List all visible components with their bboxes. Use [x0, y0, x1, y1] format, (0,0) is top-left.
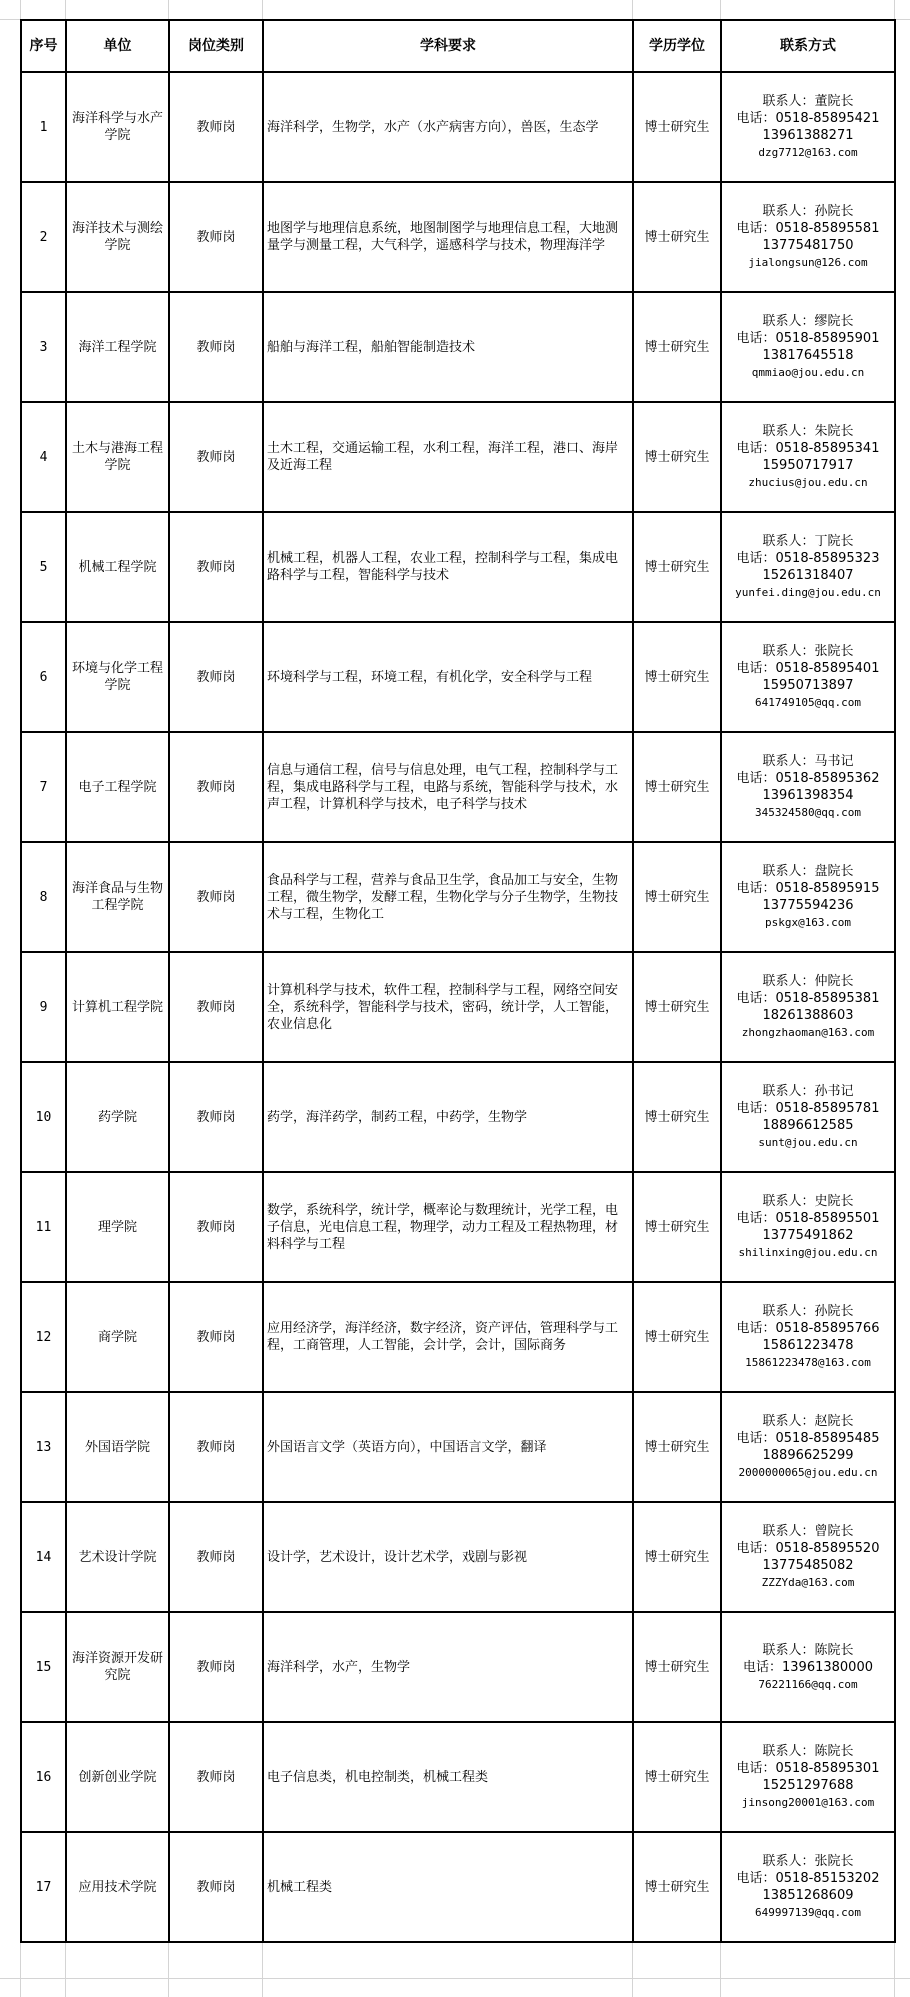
contact-email: qmmiao@jou.edu.cn — [751, 366, 865, 379]
cell-contact[interactable] — [721, 1392, 895, 1502]
cell-subject[interactable]: 信息与通信工程，信号与信息处理，电气工程，控制科学与工程，集成电路科学与工程，电路与系统，智能科学与技术，水声工程，计算机科学与技术，电子科学与技术 — [263, 732, 633, 842]
cell-no[interactable]: 12 — [21, 1282, 66, 1392]
contact-email: zhucius@jou.edu.cn — [748, 476, 868, 489]
cell-degree[interactable]: 博士研究生 — [633, 1832, 721, 1942]
cell-post-type[interactable]: 教师岗 — [169, 292, 263, 402]
table-row — [21, 1282, 895, 1392]
contact-email: zhongzhaoman@163.com — [741, 1026, 875, 1039]
cell-degree[interactable]: 博士研究生 — [633, 292, 721, 402]
contact-person: 联系人：董院长 — [762, 94, 854, 109]
cell-no[interactable]: 17 — [21, 1832, 66, 1942]
cell-post-type[interactable]: 教师岗 — [169, 952, 263, 1062]
cell-subject[interactable]: 土木工程，交通运输工程，水利工程，海洋工程，港口、海岸及近海工程 — [263, 402, 633, 512]
cell-subject[interactable]: 设计学，艺术设计，设计艺术学，戏剧与影视 — [263, 1502, 633, 1612]
contact-email: 76221166@qq.com — [758, 1677, 858, 1691]
cell-post-type[interactable]: 教师岗 — [169, 512, 263, 622]
table-row — [21, 622, 895, 732]
cell-contact[interactable] — [721, 1832, 895, 1942]
cell-unit[interactable]: 外国语学院 — [66, 1392, 169, 1502]
cell-contact[interactable] — [721, 1722, 895, 1832]
table-body — [21, 72, 895, 1942]
cell-subject[interactable]: 电子信息类，机电控制类，机械工程类 — [263, 1722, 633, 1832]
cell-subject[interactable]: 外国语言文学（英语方向），中国语言文学，翻译 — [263, 1392, 633, 1502]
cell-degree[interactable]: 博士研究生 — [633, 732, 721, 842]
contact-mobile: 18261388603 — [762, 1008, 854, 1023]
contact-person: 联系人：曾院长 — [762, 1524, 854, 1539]
contact-email: 641749105@qq.com — [755, 696, 861, 709]
contact-mobile: 18896625299 — [762, 1448, 854, 1463]
contact-mobile: 15251297688 — [762, 1778, 854, 1793]
contact-phone: 电话：0518-85895401 — [736, 661, 880, 676]
cell-unit[interactable]: 机械工程学院 — [66, 512, 169, 622]
table-row — [21, 72, 895, 182]
cell-subject[interactable]: 食品科学与工程，营养与食品卫生学，食品加工与安全，生物工程，微生物学，发酵工程，生物化学与分子生物学，生物技术与工程，生物化工 — [263, 842, 633, 952]
cell-post-type[interactable]: 教师岗 — [169, 72, 263, 182]
contact-email: sunt@jou.edu.cn — [758, 1136, 858, 1149]
cell-no[interactable]: 8 — [21, 842, 66, 952]
cell-no[interactable]: 3 — [21, 292, 66, 402]
cell-subject[interactable]: 机械工程，机器人工程，农业工程，控制科学与工程，集成电路科学与工程，智能科学与技术 — [263, 512, 633, 622]
cell-subject[interactable]: 计算机科学与技术，软件工程，控制科学与工程，网络空间安全，系统科学，智能科学与技术，密码，统计学，人工智能，农业信息化 — [263, 952, 633, 1062]
cell-post-type[interactable]: 教师岗 — [169, 1722, 263, 1832]
cell-degree[interactable]: 博士研究生 — [633, 622, 721, 732]
cell-degree[interactable]: 博士研究生 — [633, 952, 721, 1062]
cell-unit[interactable]: 海洋技术与测绘学院 — [66, 182, 169, 292]
cell-contact[interactable] — [721, 1282, 895, 1392]
cell-post-type[interactable]: 教师岗 — [169, 1282, 263, 1392]
table-row — [21, 1172, 895, 1282]
cell-no[interactable]: 11 — [21, 1172, 66, 1282]
contact-email: pskgx@163.com — [764, 916, 852, 929]
table-row — [21, 1722, 895, 1832]
contact-mobile: 15950717917 — [762, 458, 854, 473]
contact-person: 联系人：孙书记 — [762, 1084, 854, 1099]
cell-post-type[interactable]: 教师岗 — [169, 1062, 263, 1172]
cell-subject[interactable]: 数学，系统科学，统计学，概率论与数理统计，光学工程，电子信息，光电信息工程，物理学，动力工程及工程热物理，材料科学与工程 — [263, 1172, 633, 1282]
cell-contact[interactable] — [721, 1062, 895, 1172]
cell-post-type[interactable]: 教师岗 — [169, 1832, 263, 1942]
cell-unit[interactable]: 商学院 — [66, 1282, 169, 1392]
header-post-type[interactable]: 岗位类别 — [169, 20, 263, 72]
cell-post-type[interactable]: 教师岗 — [169, 732, 263, 842]
cell-unit[interactable]: 环境与化学工程学院 — [66, 622, 169, 732]
contact-phone: 电话：0518-85895520 — [736, 1541, 880, 1556]
table-row — [21, 182, 895, 292]
contact-phone: 电话：0518-85895362 — [736, 771, 880, 786]
cell-subject[interactable]: 船舶与海洋工程，船舶智能制造技术 — [263, 292, 633, 402]
contact-mobile: 15861223478 — [762, 1338, 854, 1353]
contact-person: 联系人：仲院长 — [762, 974, 854, 989]
contact-mobile: 13851268609 — [762, 1888, 854, 1903]
cell-unit[interactable]: 海洋科学与水产学院 — [66, 72, 169, 182]
cell-contact[interactable] — [721, 622, 895, 732]
header-subject[interactable]: 学科要求 — [263, 20, 633, 72]
contact-mobile: 13775594236 — [762, 898, 854, 913]
cell-no[interactable]: 10 — [21, 1062, 66, 1172]
contact-person: 联系人：孙院长 — [762, 1304, 854, 1319]
contact-mobile: 18896612585 — [762, 1118, 854, 1133]
contact-person: 联系人：缪院长 — [762, 314, 854, 329]
contact-phone: 电话：0518-85895323 — [736, 551, 880, 566]
cell-degree[interactable]: 博士研究生 — [633, 72, 721, 182]
contact-email: 2000000065@jou.edu.cn — [738, 1466, 878, 1479]
cell-subject[interactable]: 海洋科学，水产，生物学 — [263, 1612, 633, 1722]
contact-mobile: 15261318407 — [762, 568, 854, 583]
cell-post-type[interactable]: 教师岗 — [169, 182, 263, 292]
contact-mobile: 13961398354 — [762, 788, 854, 803]
cell-no[interactable]: 6 — [21, 622, 66, 732]
cell-unit[interactable]: 土木与港海工程学院 — [66, 402, 169, 512]
cell-degree[interactable]: 博士研究生 — [633, 842, 721, 952]
header-no[interactable]: 序号 — [21, 20, 66, 72]
cell-contact[interactable] — [721, 292, 895, 402]
cell-degree[interactable]: 博士研究生 — [633, 1722, 721, 1832]
contact-person: 联系人：朱院长 — [762, 424, 854, 439]
contact-mobile: 13775485082 — [762, 1558, 854, 1573]
contact-person: 联系人：马书记 — [762, 754, 854, 769]
contact-person: 联系人：丁院长 — [762, 534, 854, 549]
cell-contact[interactable] — [721, 1172, 895, 1282]
contact-phone: 电话：0518-85895781 — [736, 1101, 880, 1116]
cell-subject[interactable]: 海洋科学，生物学，水产（水产病害方向），兽医，生态学 — [263, 72, 633, 182]
cell-subject[interactable]: 机械工程类 — [263, 1832, 633, 1942]
table-row — [21, 292, 895, 402]
contact-email: jialongsun@126.com — [748, 256, 868, 269]
recruitment-table — [20, 19, 896, 1943]
cell-contact[interactable] — [721, 402, 895, 512]
cell-no[interactable]: 15 — [21, 1612, 66, 1722]
contact-person: 联系人：赵院长 — [762, 1414, 854, 1429]
contact-email: 15861223478@163.com — [745, 1356, 871, 1369]
contact-person: 联系人：陈院长 — [762, 1642, 854, 1658]
contact-person: 联系人：张院长 — [762, 1854, 854, 1869]
cell-no[interactable]: 13 — [21, 1392, 66, 1502]
cell-contact[interactable] — [721, 842, 895, 952]
cell-contact[interactable] — [721, 1612, 895, 1722]
header-contact[interactable]: 联系方式 — [721, 20, 895, 72]
contact-phone: 电话：0518-85895915 — [736, 881, 880, 896]
header-degree[interactable]: 学历学位 — [633, 20, 721, 72]
cell-degree[interactable]: 博士研究生 — [633, 1502, 721, 1612]
contact-person: 联系人：史院长 — [762, 1194, 854, 1209]
table-row — [21, 1612, 895, 1722]
cell-post-type[interactable]: 教师岗 — [169, 1502, 263, 1612]
contact-phone: 电话：13961380000 — [743, 1659, 873, 1675]
header-row — [21, 20, 895, 72]
cell-subject[interactable]: 地图学与地理信息系统，地图制图学与地理信息工程，大地测量学与测量工程，大气科学，遥感科学与技术，物理海洋学 — [263, 182, 633, 292]
table-row — [21, 1392, 895, 1502]
cell-contact[interactable] — [721, 1502, 895, 1612]
contact-phone: 电话：0518-85895501 — [736, 1211, 880, 1226]
contact-phone: 电话：0518-85153202 — [736, 1871, 880, 1886]
cell-degree[interactable]: 博士研究生 — [633, 1612, 721, 1722]
contact-person: 联系人：盘院长 — [762, 864, 854, 879]
contact-mobile: 13961388271 — [762, 128, 854, 143]
cell-degree[interactable]: 博士研究生 — [633, 512, 721, 622]
cell-no[interactable]: 4 — [21, 402, 66, 512]
cell-unit[interactable]: 艺术设计学院 — [66, 1502, 169, 1612]
cell-subject[interactable]: 环境科学与工程，环境工程，有机化学，安全科学与工程 — [263, 622, 633, 732]
cell-unit[interactable]: 海洋工程学院 — [66, 292, 169, 402]
cell-contact[interactable] — [721, 952, 895, 1062]
cell-subject[interactable]: 应用经济学，海洋经济，数字经济，资产评估，管理科学与工程，工商管理，人工智能，会计学，会计，国际商务 — [263, 1282, 633, 1392]
contact-mobile: 15950713897 — [762, 678, 854, 693]
cell-no[interactable]: 2 — [21, 182, 66, 292]
table-row — [21, 842, 895, 952]
cell-unit[interactable]: 海洋资源开发研究院 — [66, 1612, 169, 1722]
cell-post-type[interactable]: 教师岗 — [169, 1392, 263, 1502]
contact-email: dzg7712@163.com — [758, 146, 858, 159]
cell-no[interactable]: 16 — [21, 1722, 66, 1832]
contact-phone: 电话：0518-85895341 — [736, 441, 880, 456]
cell-contact[interactable] — [721, 732, 895, 842]
cell-degree[interactable]: 博士研究生 — [633, 1392, 721, 1502]
cell-subject[interactable]: 药学，海洋药学，制药工程，中药学，生物学 — [263, 1062, 633, 1172]
contact-mobile: 13817645518 — [762, 348, 854, 363]
table-row — [21, 952, 895, 1062]
contact-phone: 电话：0518-85895766 — [736, 1321, 880, 1336]
contact-email: jinsong20001@163.com — [741, 1796, 875, 1809]
cell-no[interactable]: 14 — [21, 1502, 66, 1612]
cell-contact[interactable] — [721, 72, 895, 182]
cell-no[interactable]: 1 — [21, 72, 66, 182]
contact-person: 联系人：张院长 — [762, 644, 854, 659]
cell-post-type[interactable]: 教师岗 — [169, 1172, 263, 1282]
contact-email: 345324580@qq.com — [755, 806, 861, 819]
cell-no[interactable]: 9 — [21, 952, 66, 1062]
cell-degree[interactable]: 博士研究生 — [633, 1172, 721, 1282]
cell-degree[interactable]: 博士研究生 — [633, 402, 721, 512]
contact-email: shilinxing@jou.edu.cn — [738, 1246, 878, 1259]
cell-no[interactable]: 5 — [21, 512, 66, 622]
table-row — [21, 732, 895, 842]
contact-email: yunfei.ding@jou.edu.cn — [735, 586, 881, 599]
table-row — [21, 1832, 895, 1942]
cell-post-type[interactable]: 教师岗 — [169, 622, 263, 732]
cell-post-type[interactable]: 教师岗 — [169, 402, 263, 512]
cell-unit[interactable]: 电子工程学院 — [66, 732, 169, 842]
contact-mobile: 13775491862 — [762, 1228, 854, 1243]
cell-degree[interactable]: 博士研究生 — [633, 1062, 721, 1172]
table-row — [21, 1062, 895, 1172]
cell-unit[interactable]: 药学院 — [66, 1062, 169, 1172]
table-row — [21, 1502, 895, 1612]
cell-no[interactable]: 7 — [21, 732, 66, 842]
cell-contact[interactable] — [721, 512, 895, 622]
contact-phone: 电话：0518-85895381 — [736, 991, 880, 1006]
contact-phone: 电话：0518-85895901 — [736, 331, 880, 346]
contact-phone: 电话：0518-85895421 — [736, 111, 880, 126]
cell-degree[interactable]: 博士研究生 — [633, 182, 721, 292]
header-unit[interactable]: 单位 — [66, 20, 169, 72]
cell-unit[interactable]: 创新创业学院 — [66, 1722, 169, 1832]
contact-phone: 电话：0518-85895581 — [736, 221, 880, 236]
cell-post-type[interactable]: 教师岗 — [169, 842, 263, 952]
contact-person: 联系人：陈院长 — [762, 1744, 854, 1759]
cell-post-type[interactable]: 教师岗 — [169, 1612, 263, 1722]
cell-unit[interactable]: 理学院 — [66, 1172, 169, 1282]
contact-mobile: 13775481750 — [762, 238, 854, 253]
table-row — [21, 402, 895, 512]
cell-degree[interactable]: 博士研究生 — [633, 1282, 721, 1392]
contact-email: ZZZYda@163.com — [761, 1576, 855, 1589]
cell-unit[interactable]: 应用技术学院 — [66, 1832, 169, 1942]
table-row — [21, 512, 895, 622]
contact-email: 649997139@qq.com — [755, 1906, 861, 1919]
cell-unit[interactable]: 计算机工程学院 — [66, 952, 169, 1062]
contact-person: 联系人：孙院长 — [762, 204, 854, 219]
cell-unit[interactable]: 海洋食品与生物工程学院 — [66, 842, 169, 952]
contact-phone: 电话：0518-85895485 — [736, 1431, 880, 1446]
cell-contact[interactable] — [721, 182, 895, 292]
contact-phone: 电话：0518-85895301 — [736, 1761, 880, 1776]
